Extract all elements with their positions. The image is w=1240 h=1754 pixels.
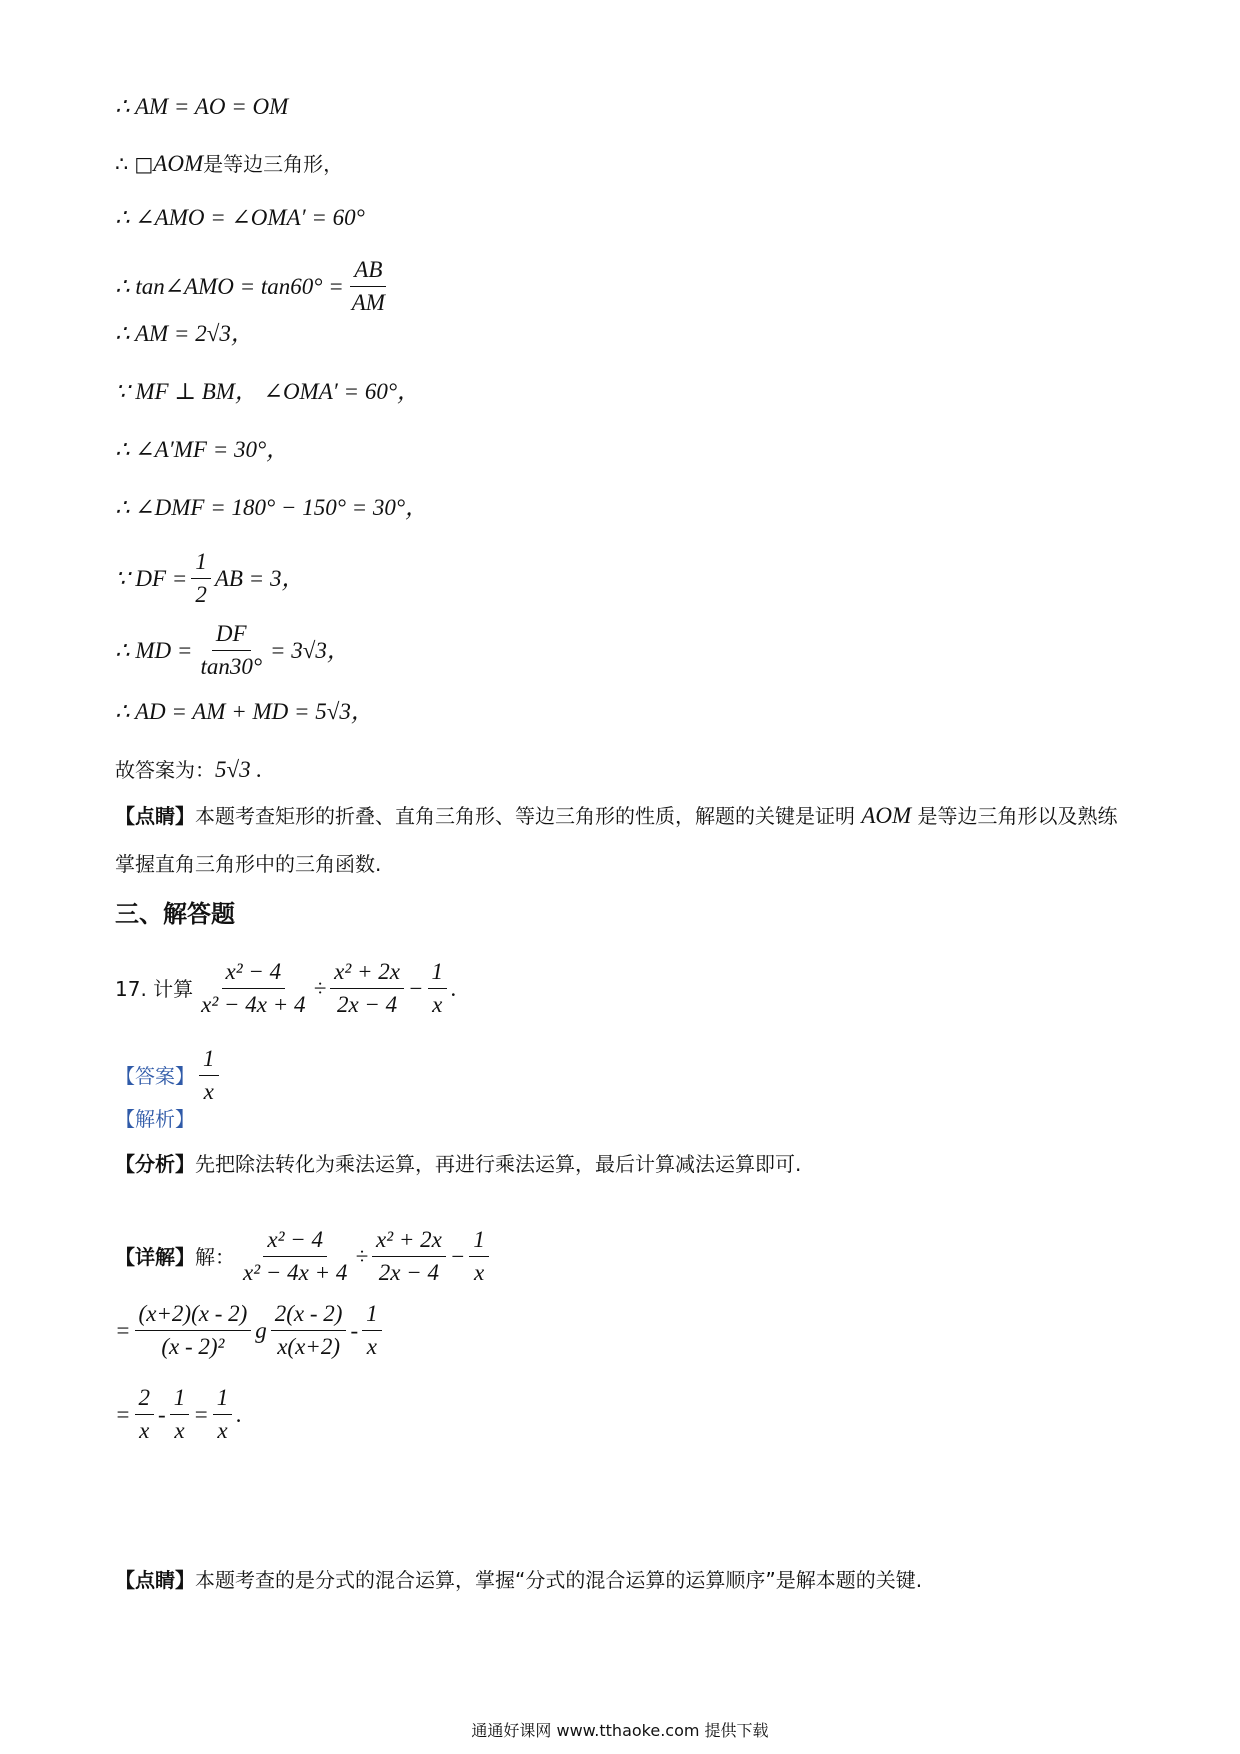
line-aom-equilateral: ∴ □ AOM 是等边三角形， [115, 151, 344, 176]
line-angle-60: ∴ ∠AMO = ∠OMA′ = 60° [115, 205, 365, 230]
step-2-line: = $\frac{(x+2)(x - 2)}{\text{(x - 2)²}}$ g $\frac{2(x - 2)}{x(x+2)}$ - $\frac{1}{x}$ [115, 1300, 386, 1361]
line-md-value: ∴ MD = $\frac{DF}{\tan 30^\circ}$ = 3√3， [115, 621, 350, 679]
fraction-q17-2: $\frac{\text{x² + 2x}}{2x - 4}$ [330, 958, 404, 1019]
fraction-one-half: $\frac{1}{2}$ [191, 548, 211, 609]
fraction-step2-c: $\frac{1}{x}$ [362, 1300, 382, 1361]
fraction-xj-1: $\frac{\text{x² − 4}}{\text{x² − 4x + 4}}$ [243, 1227, 348, 1285]
answer-line: 【答案】 $\frac{1}{x}$ [115, 1045, 223, 1106]
dianjing-paragraph-1: 【点睛】本题考查矩形的折叠、直角三角形、等边三角形的性质，解题的关键是证明 AOM 是等边三角形以及熟练掌握直角三角形中的三角函数. [115, 803, 1118, 876]
fraction-ab-am: $\frac{AB}{AM}$ [351, 257, 385, 315]
question-17: 17. 计算 $\frac{\text{x² − 4}}{\text{x² − 4x + 4}}$ ÷ $\frac{\text{x² + 2x}}{2x - 4}$ − $\frac{1}{x}$ . [115, 959, 457, 1017]
line-am-value: ∴ AM = 2√3， [115, 321, 254, 346]
fraction-step3-c: $\frac{1}{x}$ [213, 1384, 233, 1445]
line-angle-dmf: ∴ ∠DMF = 180° − 150° = 30°， [115, 495, 429, 520]
line-am-ao-om: ∴ AM = AO = OM [115, 94, 289, 119]
line-ad-value: ∴ AD = AM + MD = 5√3， [115, 699, 374, 724]
fenxi-line: 【分析】 先把除法转化为乘法运算，再进行乘法运算，最后计算减法运算即可. [115, 1152, 802, 1176]
line-final-answer: 故答案为： 5√3 . [115, 757, 263, 782]
fraction-step2-a: $\frac{(x+2)(x - 2)}{\text{(x - 2)²}}$ [135, 1300, 252, 1361]
jiexi-label: 【解析】 [115, 1107, 195, 1131]
step-3-line: = $\frac{2}{x}$ - $\frac{1}{x}$ = $\frac{1}{x}$ . [115, 1385, 242, 1443]
line-angle-amf: ∴ ∠A′MF = 30°， [115, 437, 290, 462]
line-df-value: ∵ DF = $\frac{1}{2}$ AB = 3， [115, 549, 305, 607]
fraction-answer: $\frac{1}{x}$ [199, 1045, 219, 1106]
fraction-step3-b: $\frac{1}{x}$ [170, 1384, 190, 1445]
fraction-q17-3: $\frac{1}{x}$ [428, 958, 448, 1019]
fraction-step2-b: $\frac{2(x - 2)}{x(x+2)}$ [271, 1300, 347, 1361]
line-mf-perp-bm: ∵ MF ⊥ BM， ∠OMA′ = 60°， [115, 379, 421, 404]
dianjing-line-2: 【点睛】 本题考查的是分式的混合运算，掌握“分式的混合运算的运算顺序”是解本题的关键. [115, 1568, 923, 1592]
section-heading: 三、解答题 [115, 900, 235, 928]
fraction-xj-3: $\frac{1}{x}$ [469, 1226, 489, 1287]
page-footer: 通通好课网 www.tthaoke.com 提供下载 [471, 1721, 769, 1740]
xiangjie-line: 【详解】 解： $\frac{\text{x² − 4}}{\text{x² − 4x + 4}}$ ÷ $\frac{\text{x² + 2x}}{2x - 4}$ − $\frac{1}{x}$ [115, 1226, 493, 1287]
fraction-df-tan30: $\frac{DF}{\tan 30^\circ}$ [200, 621, 263, 679]
fraction-step3-a: $\frac{2}{x}$ [135, 1384, 155, 1445]
fraction-q17-1: $\frac{\text{x² − 4}}{\text{x² − 4x + 4}}$ [201, 959, 306, 1017]
line-tan-amo: ∴ tan∠AMO = tan60° = $\frac{AB}{AM}$ [115, 256, 393, 317]
fraction-xj-2: $\frac{\text{x² + 2x}}{2x - 4}$ [372, 1226, 446, 1287]
